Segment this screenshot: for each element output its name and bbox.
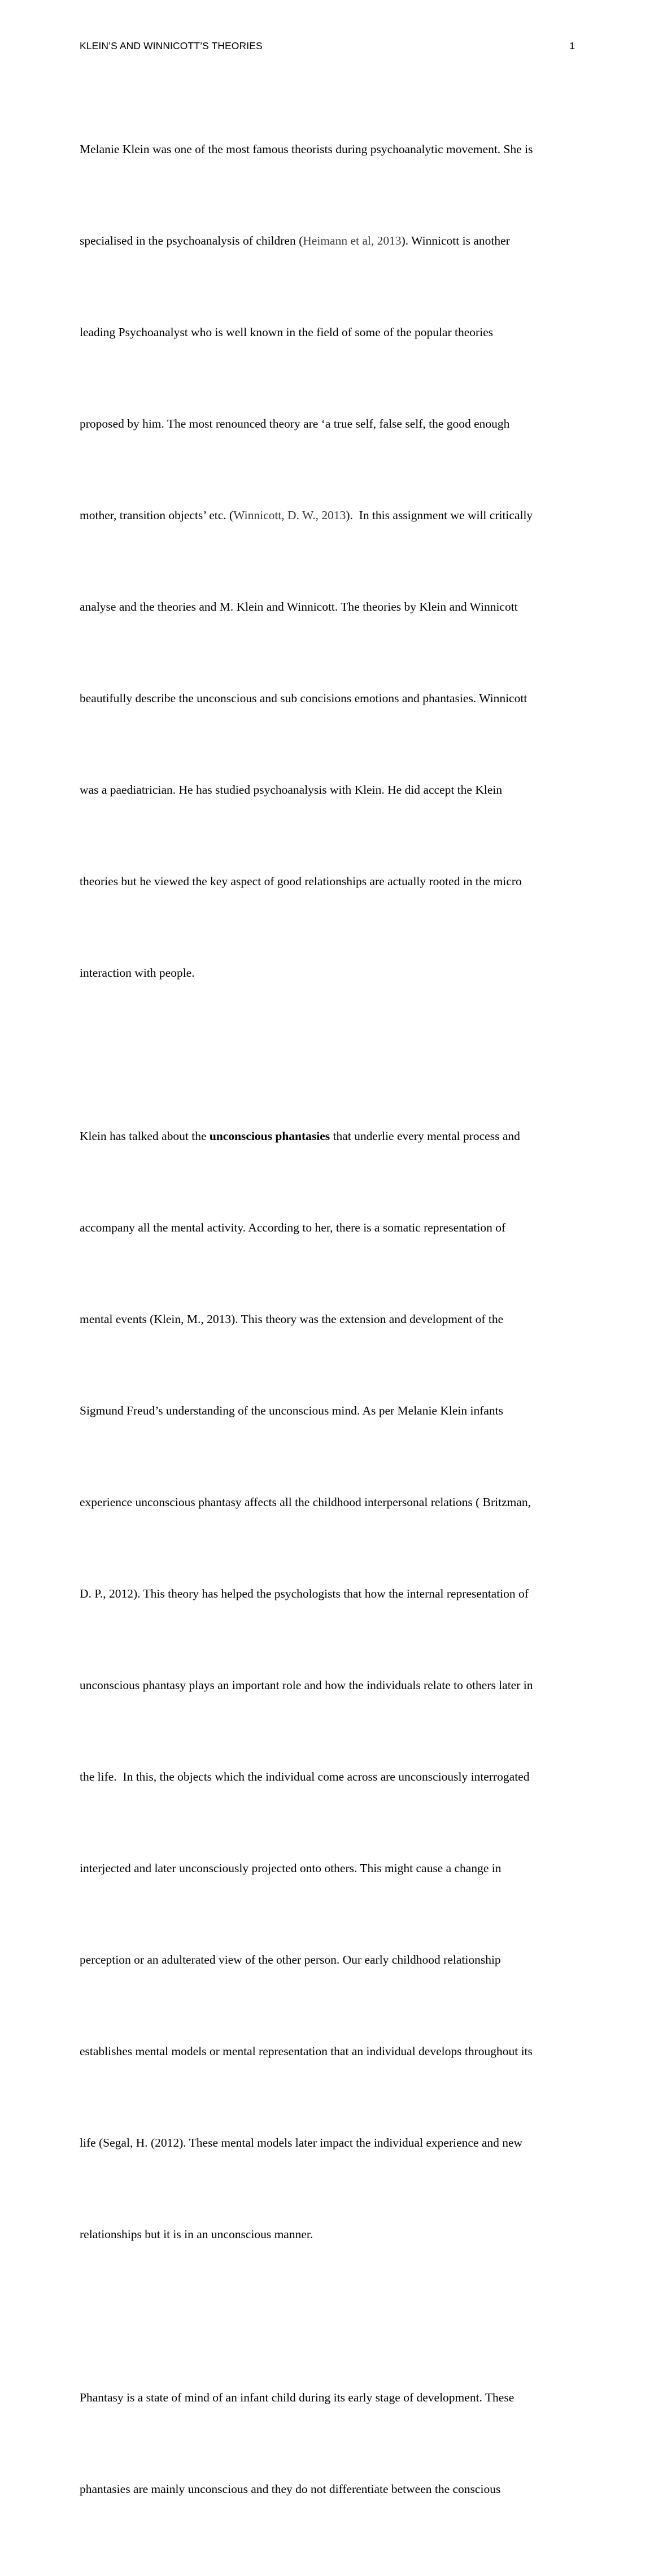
- text-line: beautifully describe the unconscious and sub concisions emotions and phantasies. Winnicott: [80, 691, 527, 705]
- paragraph-3: [80, 2321, 583, 2565]
- bold-term: unconscious phantasies: [209, 1129, 330, 1143]
- text-line: experience unconscious phantasy affects all the childhood interpersonal relations ( Britzman,: [80, 1495, 531, 1509]
- text-line: unconscious phantasy plays an important role and how the individuals relate to others later in: [80, 1678, 533, 1692]
- text-line: perception or an adulterated view of the other person. Our early childhood relationship: [80, 1953, 501, 1966]
- text-line: interaction with people.: [80, 966, 195, 980]
- text-line: establishes mental models or mental representation that an individual develops throughout its: [80, 2044, 533, 2058]
- text-line: Melanie Klein was one of the most famous theorists during psychoanalytic movement. She is: [80, 142, 533, 156]
- document-body: [80, 73, 583, 2576]
- citation: Heimann et al, 2013: [303, 234, 402, 247]
- text-line: theories but he viewed the key aspect of good relationships are actually rooted in the micro: [80, 874, 522, 888]
- text-line: interjected and later unconsciously projected onto others. This might cause a change in: [80, 1861, 502, 1875]
- text-line: Sigmund Freud’s understanding of the unconscious mind. As per Melanie Klein infants: [80, 1404, 504, 1417]
- text-line: mother, transition objects’ etc. (Winnicott, D. W., 2013). In this assignment we will critically: [80, 508, 533, 522]
- text-line: accompany all the mental activity. According to her, there is a somatic representation of: [80, 1221, 506, 1234]
- text-line: leading Psychoanalyst who is well known in the field of some of the popular theories: [80, 325, 494, 339]
- text-line: Klein has talked about the unconscious phantasies that underlie every mental process and: [80, 1129, 520, 1143]
- citation: Winnicott, D. W., 2013: [233, 508, 346, 522]
- paragraph-2: [80, 1060, 583, 2310]
- text-line: phantasies are mainly unconscious and they do not differentiate between the conscious: [80, 2482, 501, 2496]
- text-line: mental events (Klein, M., 2013). This theory was the extension and development of the: [80, 1312, 504, 1326]
- text-line: was a paediatrician. He has studied psychoanalysis with Klein. He did accept the Klein: [80, 783, 503, 797]
- text-line: specialised in the psychoanalysis of children (Heimann et al, 2013). Winnicott is another: [80, 234, 510, 247]
- text-line: the life. In this, the objects which the individual come across are unconsciously interrogated: [80, 1770, 530, 1783]
- text-line: D. P., 2012). This theory has helped the psychologists that how the internal representation of: [80, 1587, 529, 1600]
- paragraph-1: [80, 73, 583, 1049]
- text-line: relationships but it is in an unconscious manner.: [80, 2227, 313, 2241]
- text-line: Phantasy is a state of mind of an infant child during its early stage of development. These: [80, 2391, 515, 2404]
- running-head: KLEIN’S AND WINNICOTT’S THEORIES: [80, 40, 263, 51]
- text-line: analyse and the theories and M. Klein and Winnicott. The theories by Klein and Winnicott: [80, 600, 518, 613]
- text-line: life (Segal, H. (2012). These mental models later impact the individual experience and new: [80, 2136, 523, 2149]
- page-number: 1: [569, 40, 575, 51]
- text-line: proposed by him. The most renounced theory are ‘a true self, false self, the good enough: [80, 417, 510, 430]
